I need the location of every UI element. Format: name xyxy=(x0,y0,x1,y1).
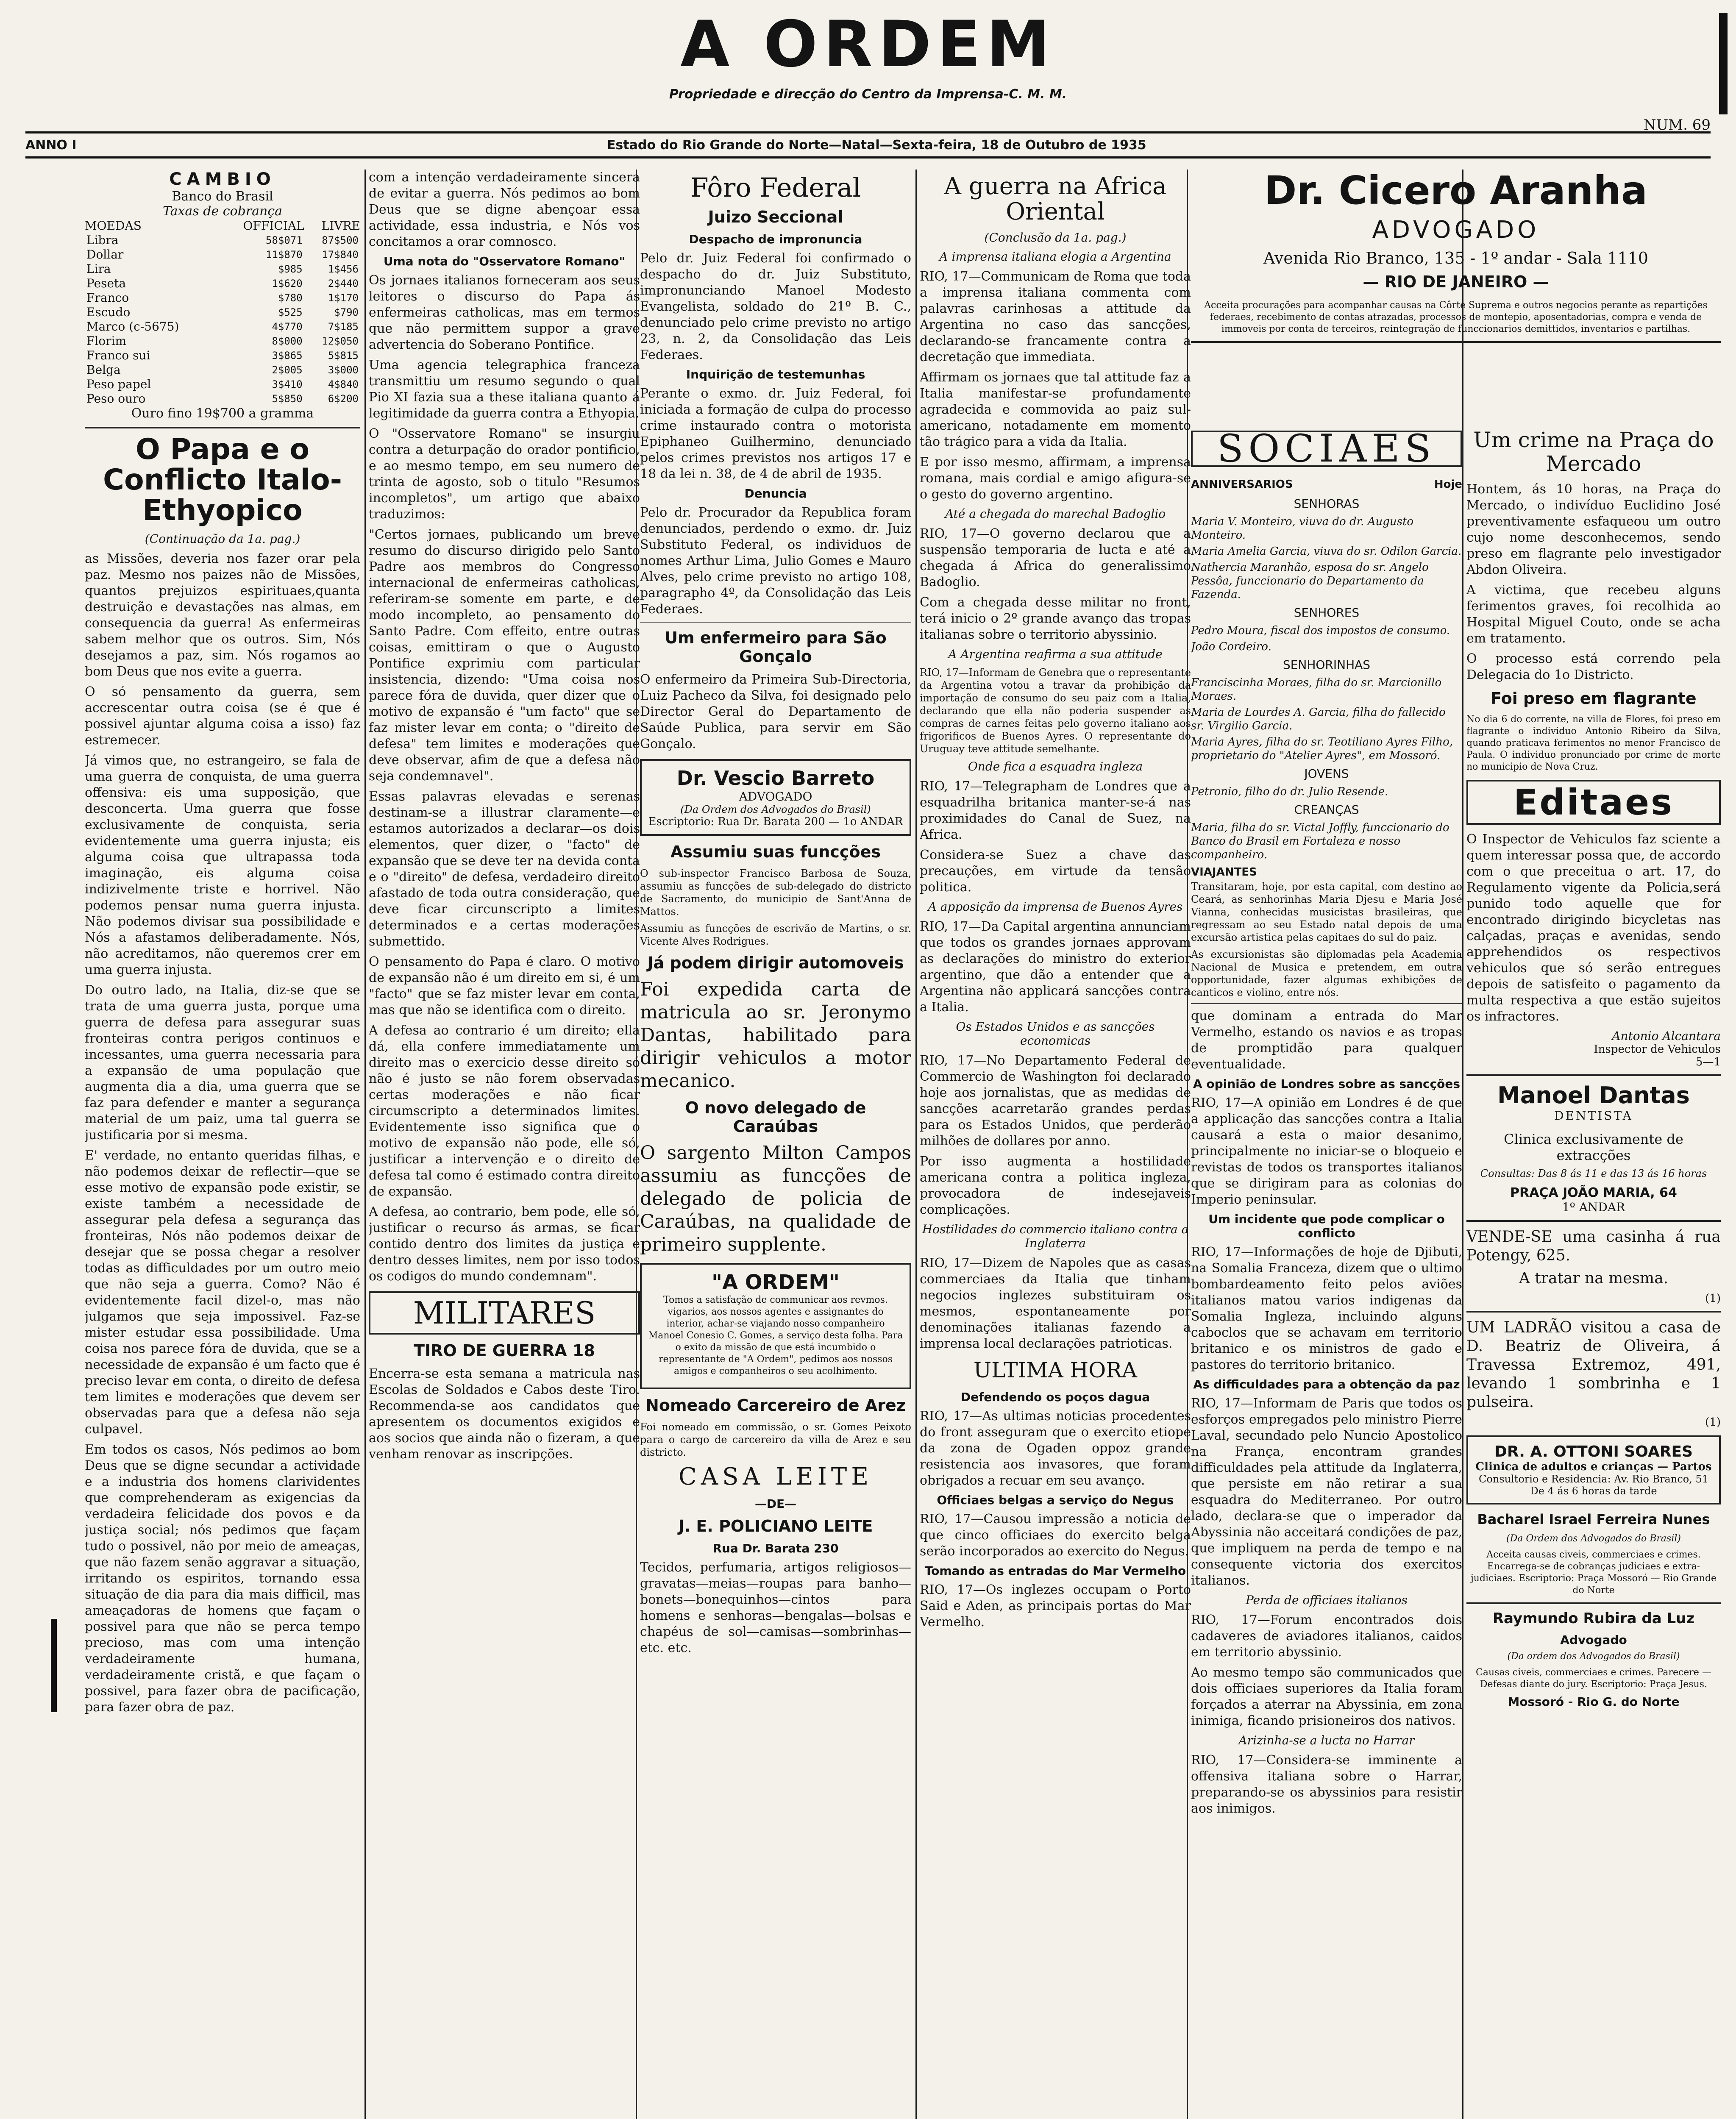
vescio-ordem: (Da Ordem dos Advogados do Brasil) xyxy=(680,804,871,815)
anniv-row xyxy=(1191,474,1462,492)
mar-vermelho-heading: Tomando as entradas do Mar Vermelho xyxy=(924,1564,1186,1578)
preso-text: No dia 6 do corrente, na villa de Flores, foi preso em flagrante o individuo Antonio Ribeiro da Silva, quando praticava ferimentos no menor Francisco de Paula. O individuo pronunciado por crime de morte no municipio de Nova Cruz. xyxy=(1466,714,1721,772)
guerra-p8: Considera-se Suez a chave das precauções, em virtude da tensão politica. xyxy=(920,848,1191,895)
raymundo-prof: Advogado xyxy=(1560,1633,1627,1647)
guerra-sub-6: Os Estados Unidos e as sancções economicas xyxy=(956,1020,1155,1048)
guerra-sub-2: Até a chegada do marechal Badoglio xyxy=(945,507,1166,521)
article-paragraph: A defesa ao contrario é um direito; ella dá, ella confere immediatamente um direito mas o exercicio desse direito só não é justo se não forem observadas certas moderações e não ficar circumscripto a determinados limites. Evidentemente isso significa que o motivo de expansão não pode, elle só, justificar a intervenção e o direito de defesa tal como é estimado contra direito de expansão. xyxy=(369,1023,640,1199)
cambio-official: 2$005 xyxy=(272,364,303,376)
guerra-cont-p7: RIO, 17—Considera-se imminente a offensiva italiana sobre o Harrar, preparando-se os abyssinios para resistir aos inimigos. xyxy=(1191,1753,1462,1816)
tiro-heading: TIRO DE GUERRA 18 xyxy=(414,1341,595,1360)
militares-title: MILITARES xyxy=(413,1295,596,1331)
social-entry: Maria V. Monteiro, viuva do dr. Augusto Monteiro. xyxy=(1191,515,1414,542)
pocos-heading: Defendendo os poços dagua xyxy=(960,1390,1150,1404)
dantas-desc: Clinica exclusivamente de extracções xyxy=(1504,1131,1683,1163)
guerra-p11: Por isso augmenta a hostilidade americana contra a politica ingleza, provocadora de indesejaveis complicações. xyxy=(920,1154,1191,1217)
paz-heading: As difficuldades para a obtenção da paz xyxy=(1193,1377,1460,1391)
cambio-livre: 1$456 xyxy=(328,263,359,275)
senhoras-label: SENHORAS xyxy=(1294,497,1360,511)
guerra-p9: RIO, 17—Da Capital argentina annunciam que todos os grandes jornaes approvam as declarações do ministro do exterior argentino, que dão a entender que a Argentina não applicará sancções contra a Italia. xyxy=(920,919,1191,1015)
israel-ordem: (Da Ordem dos Advogados do Brasil) xyxy=(1506,1533,1681,1544)
anno-label: ANNO I xyxy=(25,137,77,153)
cambio-row xyxy=(85,262,360,276)
article-paragraph: O pensamento do Papa é claro. O motivo de expansão não é um direito em si, é um "facto" que se faz mister levar em conta, mas que não se identifica com o direito. xyxy=(369,954,640,1018)
casa-leite-addr: Rua Dr. Barata 230 xyxy=(712,1541,839,1555)
cambio-official: 1$620 xyxy=(272,278,303,289)
raymundo-services: Causas civeis, commerciaes e crimes. Parecere — Defesas diante do jury. Escriptorio: Praça Jesus. xyxy=(1476,1667,1711,1690)
viajantes-label: VIAJANTES xyxy=(1191,866,1257,879)
cambio-livre: 2$440 xyxy=(328,278,359,289)
denuncia-heading: Denuncia xyxy=(744,487,807,501)
social-entry: João Cordeiro. xyxy=(1191,640,1271,653)
criancas-label: CREANÇAS xyxy=(1294,803,1359,817)
cambio-ouro: Ouro fino 19$700 a gramma xyxy=(131,406,314,421)
cambio-row xyxy=(85,291,360,305)
dantas-ad xyxy=(1466,1082,1721,1214)
crime-p1: Hontem, ás 10 horas, na Praça do Mercado, o indivíduo Euclidino José preventivamente esfaqueou um outro cujo nome desconhecemos, sendo preso em flagrante pelo investigador Abdon Oliveira. xyxy=(1466,482,1721,577)
cambio-currency: Peso papel xyxy=(86,377,151,391)
article-paragraph: Essas palavras elevadas e serenas destinam-se a illustrar claramente—e estamos autorizados a declarar—os dois elementos, quer dizer, o "facto" de expansão que se deve ter na devida conta e o "direito" de defesa, verdadeiro direito afastado de toda outra consideração, que deve ficar circunscripto a limites determinados e a certas moderações submettido. xyxy=(369,789,640,949)
militares-box xyxy=(369,1291,640,1335)
anniv-hoje: Hoje xyxy=(1434,478,1462,491)
cambio-official: 5$850 xyxy=(272,393,303,405)
cambio-header-row xyxy=(85,219,360,233)
casa-leite-owner: J. E. POLICIANO LEITE xyxy=(678,1517,873,1535)
cambio-title: CAMBIO xyxy=(169,170,276,189)
editaes-title: Editaes xyxy=(1513,781,1674,823)
israel-services: Acceita causas civeis, commerciaes e crimes. Encarrega-se de cobranças judiciaes e extra-judiciaes. Escriptorio: Praça Mossoró — Rio Grande do Norte xyxy=(1470,1549,1717,1596)
cambio-row xyxy=(85,363,360,377)
cambio-col-moedas: MOEDAS xyxy=(85,219,142,233)
cambio-currency: Peso ouro xyxy=(86,392,146,406)
vende-text: VENDE-SE uma casinha á rua Potengy, 625. xyxy=(1466,1228,1721,1264)
cambio-row xyxy=(85,348,360,363)
dantas-addr: PRAÇA JOÃO MARIA, 64 xyxy=(1510,1185,1677,1200)
article-paragraph: com a intenção verdadeiramente sincera de evitar a guerra. Nós pedimos ao bom Deus que se digne abençoar essa actividade, essa industria, e Nós vos concitamos a orar comnosco. xyxy=(369,170,640,249)
social-entry: Nathercia Maranhão, esposa do sr. Angelo Pessôa, funccionario do Departamento da Fazenda. xyxy=(1191,561,1429,601)
vende-trato: A tratar na mesma. xyxy=(1519,1270,1669,1287)
column-rule xyxy=(915,170,917,2119)
cambio-livre: 6$200 xyxy=(328,393,359,405)
senhores-label: SENHORES xyxy=(1294,606,1360,620)
cicero-city: — RIO DE JANEIRO — xyxy=(1363,273,1549,291)
guerra-sub-1: A imprensa italiana elogia a Argentina xyxy=(939,250,1171,264)
cambio-official: 58$071 xyxy=(266,234,303,246)
automoveis-heading: Já podem dirigir automoveis xyxy=(647,954,904,972)
cambio-bank: Banco do Brasil xyxy=(172,189,273,204)
ultima-hora-heading: ULTIMA HORA xyxy=(974,1358,1137,1382)
cambio-currency: Franco sui xyxy=(86,348,150,362)
scan-edge-mark xyxy=(1719,13,1728,114)
delegado-text: O sargento Milton Campos assumiu as funcções de delegado de policia de Caraúbas, na qualidade de primeiro supplente. xyxy=(640,1142,911,1255)
israel-name: Bacharel Israel Ferreira Nunes xyxy=(1477,1511,1710,1527)
cambio-livre: 87$500 xyxy=(322,234,359,246)
cambio-row xyxy=(85,305,360,320)
viajantes-text: Transitaram, hoje, por esta capital, com destino ao Ceará, as senhorinhas Maria Djesu e Maria José Vianna, conhecidas musicistas brasileiras, que regressam ao seu Estado natal depois de uma excursão artistica pelas capitaes do sul do paiz. xyxy=(1191,881,1462,943)
papa-article-cont xyxy=(369,170,640,250)
crime-p2: A victima, que recebeu alguns ferimentos graves, foi recolhida ao Hospital Miguel Couto, onde se acha em tratamento. xyxy=(1466,583,1721,646)
casa-leite-title: CASA LEITE xyxy=(678,1463,873,1491)
ordem-box-text: Tomos a satisfação de communicar aos revmos. vigarios, aos nossos agentes e assignantes do interior, achar-se viajando nosso companheiro Manoel Conesio C. Gomes, a serviço desta folha. Para o exito da missão de que está incumbido o representante de "A Ordem", pedimos aos nossos amigos e companheiros o seu acolhimento. xyxy=(648,1295,903,1377)
guerra-cont-p1: que dominam a entrada do Mar Vermelho, estando os navios e as tropas de promptidão para qualquer eventualidade. xyxy=(1191,1009,1462,1072)
ladrao-num: (1) xyxy=(1705,1416,1721,1429)
cambio-currency: Lira xyxy=(86,262,111,276)
enfermeiro-heading: Um enfermeiro para São Gonçalo xyxy=(665,628,887,666)
guerra-sub-7: Hostilidades do commercio italiano contra a Inglaterra xyxy=(922,1222,1189,1250)
inquiricao-heading: Inquirição de testemunhas xyxy=(686,367,865,381)
column-rule xyxy=(364,170,366,2119)
guerra-p10: RIO, 17—No Departamento Federal de Commercio de Washington foi declarado hoje aos jornalistas, que as medidas de sancções acarretarão grandes perdas para os Estados Unidos, que perderão milhões de dollares por anno. xyxy=(920,1053,1191,1148)
cambio-livre: 12$050 xyxy=(322,335,359,347)
cambio-livre: $790 xyxy=(334,306,359,318)
section-rule xyxy=(1466,1074,1721,1076)
anniv-label: ANNIVERSARIOS xyxy=(1191,478,1293,491)
column-5 xyxy=(1191,424,1462,2119)
cambio-currency: Belga xyxy=(86,363,121,377)
guerra-p5: Com a chegada desse militar no front, terá inicio o 2º grande avanço das tropas italianas sobre o territorio abyssinio. xyxy=(920,595,1191,642)
editaes-box xyxy=(1466,780,1721,825)
guerra-p4: RIO, 17—O governo declarou que a suspensão temporaria de lucta e até a chegada á Africa do generalissimo Badoglio. xyxy=(920,526,1191,590)
column-4 xyxy=(920,170,1191,2119)
despacho-heading: Despacho de impronuncia xyxy=(689,232,862,246)
casa-leite-text: Tecidos, perfumaria, artigos religiosos—gravatas—meias—roupas para banho—bonets—bonequinhos—cintos para homens e senhoras—bengalas—bolsas e chapéus de sol—camisas—sombrinhas—etc. etc. xyxy=(640,1560,911,1655)
cambio-official: 3$410 xyxy=(272,378,303,390)
cicero-addr: Avenida Rio Branco, 135 - 1º andar - Sala 1110 xyxy=(1263,249,1648,267)
cambio-official: $985 xyxy=(278,263,303,275)
incidente-heading: Um incidente que pode complicar o conflicto xyxy=(1208,1212,1445,1240)
cambio-currency: Marco (c-5675) xyxy=(86,320,179,334)
dateline-bar xyxy=(25,131,1711,159)
cicero-desc: Acceita procurações para acompanhar causas na Côrte Suprema e outros negocios perante as repartições federaes, recebimento de contas atrazadas, processos de montepio, aposentadorias, compra e venda de immoveis por conta de terceiros, reintegração de funccionarios demittidos, inventarios e partilhas. xyxy=(1204,300,1708,334)
social-entry: Maria de Lourdes A. Garcia, filha do fallecido sr. Virgilio Garcia. xyxy=(1191,706,1446,732)
cambio-livre: 3$000 xyxy=(328,364,359,376)
guerra-cont-p4: RIO, 17—Informam de Paris que todos os esforços empregados pelo ministro Pierre Laval, secundado pelo Nuncio Apostolico na França, encontram grandes difficuldades pela attitude da Inglaterra, que persiste em não retirar a sua esquadra do Mediterraneo. Por outro lado, declara-se que o imperador da Abyssinia não acceitará condições de paz, que impliquem na perda de tempo e na consequente victoria dos exercitos italianos. xyxy=(1191,1396,1462,1588)
section-rule xyxy=(1466,1602,1721,1604)
dantas-name: Manoel Dantas xyxy=(1497,1082,1690,1109)
raymundo-name: Raymundo Rubira da Luz xyxy=(1492,1610,1695,1627)
dateline-text: Estado do Rio Grande do Norte—Natal—Sexta-feira, 18 de Outubro de 1935 xyxy=(606,137,1146,153)
cambio-col-official: OFFICIAL xyxy=(243,219,304,233)
raymundo-ordem: (Da ordem dos Advogados do Brasil) xyxy=(1507,1651,1680,1662)
papa-continuation: (Continuação da 1a. pag.) xyxy=(145,532,300,546)
article-paragraph: Do outro lado, na Italia, diz-se que se trata de uma guerra justa, porque uma guerra de defesa para assegurar suas fronteiras contra perigos continuos e incessantes, uma guerra necessaria para a expansão de uma população que augmenta dia a dia, uma guerra que se faz para defender e manter a segurança material de um paiz, uma tal guerra se justificaria por si mesma. xyxy=(85,983,360,1143)
harrar-heading: Arizinha-se a lucta no Harrar xyxy=(1238,1733,1415,1747)
cambio-row xyxy=(85,247,360,262)
cambio-official: $525 xyxy=(278,306,303,318)
section-rule xyxy=(640,622,911,623)
social-entry: Maria Amelia Garcia, viuva do sr. Odilon Garcia. xyxy=(1191,545,1462,558)
cambio-currency: Libra xyxy=(86,233,119,247)
masthead-title: A ORDEM xyxy=(680,8,1056,81)
guerra-cont-p5: RIO, 17—Forum encontrados dois cadaveres de aviadores italianos, caidos em territorio abyssinio. xyxy=(1191,1613,1462,1660)
column-1 xyxy=(85,170,360,2119)
cicero-ad xyxy=(1191,170,1721,349)
editaes-signed-num: 5—1 xyxy=(1695,1056,1721,1068)
article-paragraph: as Missões, deveria nos fazer orar pela paz. Mesmo nos paizes não de Missões, quantos prejuizos espirituaes,quanta destruição e devastações nas almas, em consequencia da guerra! As enfermeiras sabem melhor que os outros. Sim, Nós desejamos a paz, sim. Nós rogamos ao bom Deus que nos evite a guerra. xyxy=(85,551,360,679)
masthead-owner: Propriedade e direcção do Centro da Imprensa-C. M. M. xyxy=(669,87,1067,102)
editaes-signed-role: Inspector de Vehiculos xyxy=(1594,1043,1721,1056)
scan-edge-mark xyxy=(51,1619,57,1712)
ladrao-text: UM LADRÃO visitou a casa de D. Beatriz de Oliveira, á Travessa Extremoz, 491, levando 1 sombrinha e 1 pulseira. xyxy=(1466,1319,1721,1411)
cicero-name: Dr. Cicero Aranha xyxy=(1264,168,1647,213)
column-6 xyxy=(1466,424,1721,2119)
guerra-cont-p2: RIO, 17—A opinião em Londres é de que a applicação das sancções contra a Italia causará a esta o maior desanimo, principalmente no iniciar-se o bloqueio e revistas de todos os transportes italianos que se dirigiram para as colonias do Imperio peninsular. xyxy=(1191,1096,1462,1207)
guerra-p6: RIO, 17—Informam de Genebra que o representante da Argentina votou a travar da prohibição da importação de consumo do seu paiz com a Italia, declarando que ella não poderia suspender as compras de carnes feitas pelo governo italiano aos frigorificos de Buenos Ayres. O representante do Uruguay teve attitude semelhante. xyxy=(920,667,1191,755)
vende-num: (1) xyxy=(1705,1292,1721,1305)
inquiricao-text: Perante o exmo. dr. Juiz Federal, foi iniciada a formação de culpa do processo crime instaurado contra o motorista Epiphaneo Guilhermino, denunciado pelos crimes previstos nos artigos 17 e 18 da lei n. 38, de 4 de abril de 1935. xyxy=(640,386,911,481)
guerra-continuation: (Conclusão da 1a. pag.) xyxy=(984,231,1127,245)
guerra-p3: E por isso mesmo, affirmam, a imprensa romana, mais cordial e amigo afigura-se o gesto do governo argentino. xyxy=(920,455,1191,502)
article-paragraph: O "Osservatore Romano" se insurgiu contra a deturpação do orador pontificio, e ao mesmo tempo, em seu numero de trinta de agosto, sob o titulo "Resumos incompletos", um artigo que abaixo traduzimos: xyxy=(369,426,640,522)
papa-article xyxy=(85,551,360,1716)
cambio-col-livre: LIVRE xyxy=(321,219,360,233)
guerra-p15: RIO, 17—Os inglezes occupam o Porto Said e Aden, as principais portas do Mar Vermelho. xyxy=(920,1582,1191,1630)
guerra-p12: RIO, 17—Dizem de Napoles que as casas commerciaes da Italia que tinham negocios inglezes substituiram os mesmos, espontaneamente por denominações italianas fazendo a imprensa local declarações patrioticas. xyxy=(920,1256,1191,1351)
assumiu-text-2: Assumiu as funcções de escrivão de Martins, o sr. Vicente Alves Rodrigues. xyxy=(640,923,911,947)
column-3 xyxy=(640,170,911,2119)
cambio-official: 11$870 xyxy=(266,249,303,261)
belgas-heading: Officiaes belgas a serviço do Negus xyxy=(937,1493,1174,1507)
ordem-box-title: "A ORDEM" xyxy=(711,1271,840,1294)
enfermeiro-text: O enfermeiro da Primeira Sub-Directoria, Luiz Pacheco da Silva, foi designado pelo Director Geral do Departamento de Saúde Publica, para servir em São Gonçalo. xyxy=(640,672,911,751)
cambio-currency: Florim xyxy=(86,334,127,348)
article-paragraph: O só pensamento da guerra, sem accrescentar outra coisa (se é que é possivel ajuntar alguma coisa a isso) faz estremecer. xyxy=(85,684,360,748)
dantas-hours: Consultas: Das 8 ás 11 e das 13 ás 16 horas xyxy=(1480,1168,1707,1179)
juizo-heading: Juizo Seccional xyxy=(708,208,843,226)
social-entry: Pedro Moura, fiscal dos impostos de consumo. xyxy=(1191,624,1450,637)
dantas-prof: DENTISTA xyxy=(1554,1109,1633,1123)
social-entry: Maria Ayres, filha do sr. Teotiliano Ayres Filho, proprietario do "Atelier Ayres", em Mossoró. xyxy=(1191,736,1453,762)
cambio-livre: 7$185 xyxy=(328,321,359,333)
vescio-name: Dr. Vescio Barreto xyxy=(676,767,875,790)
guerra-sub-5: A apposição da imprensa de Buenos Ayres xyxy=(928,900,1183,914)
tiro-text: Encerra-se esta semana a matricula nas Escolas de Soldados e Cabos deste Tiro. Recommenda-se aos candidatos que apresentem os documentos exigidos e aos socios que ainda não o fizeram, a que venham renovar as inscripções. xyxy=(369,1366,640,1462)
cambio-official: 8$000 xyxy=(272,335,303,347)
ordem-box xyxy=(640,1263,911,1389)
carcereiro-text: Foi nomeado em commissão, o sr. Gomes Peixoto para o cargo de carcereiro da villa de Arez e seu districto. xyxy=(640,1421,911,1458)
cambio-official: 4$770 xyxy=(272,321,303,333)
sociaes-title: SOCIAES xyxy=(1217,426,1436,471)
guerra-cont-p6: Ao mesmo tempo são communicados que dois officiaes superiores da Italia foram forçados a aterrar na Abyssinia, em zona inimiga, ficando prisioneiros dos nativos. xyxy=(1191,1665,1462,1728)
social-entry: Petronio, filho do dr. Julio Resende. xyxy=(1191,785,1388,798)
cambio-row xyxy=(85,377,360,392)
automoveis-text: Foi expedida carta de matricula ao sr. Jeronymo Dantas, habilitado para dirigir vehiculos a motor mecanico. xyxy=(640,979,911,1092)
cambio-official: $780 xyxy=(278,292,303,304)
cambio-livre: 1$170 xyxy=(328,292,359,304)
cicero-prof: ADVOGADO xyxy=(1372,216,1540,244)
papa-headline: O Papa e o Conflicto Italo-Ethyopico xyxy=(103,433,342,527)
cambio-livre: 5$815 xyxy=(328,350,359,362)
vescio-prof: ADVOGADO xyxy=(739,790,812,804)
sociaes-box xyxy=(1191,426,1462,471)
cambio-row xyxy=(85,392,360,406)
column-rule xyxy=(1462,170,1463,2119)
cambio-livre: 4$840 xyxy=(328,378,359,390)
section-rule xyxy=(85,427,360,428)
denuncia-text: Pelo dr. Procurador da Republica foram denunciados, perdendo o exmo. dr. Juiz Substituto Federal, os individuos de nomes Arthur Lima, Julio Gomes e Mauro Alves, pelo crime previsto no artigo 108, paragrapho 4º, da Consolidação das Leis Federaes. xyxy=(640,505,911,617)
assumiu-heading: Assumiu suas funcções xyxy=(670,843,881,861)
article-paragraph: Em todos os casos, Nós pedimos ao bom Deus que se digne secundar a actividade e a industria dos homens clarividentes que comprehenderam as exigencias da verdadeira felicidade dos povos e da justiça social; nós pedimos que façam tudo o possivel, não por meio de ameaças, que não fazem senão aggravar a situação, irritando os espiritos, tornando essa situação de dia para dia mais difficil, mas ameaçadoras de homens que façam o possivel para que não se perca tempo precioso, mas com uma intenção verdadeiramente humana, verdadeiramente cristã, e que façam o possivel, para fazer obra de pacificação, para fazer obra de paz. xyxy=(85,1442,360,1715)
perda-heading: Perda de officiaes italianos xyxy=(1245,1593,1408,1607)
raymundo-city: Mossoró - Rio G. do Norte xyxy=(1508,1695,1680,1709)
cambio-currency: Escudo xyxy=(86,305,131,319)
article-paragraph: "Certos jornaes, publicando um breve resumo do discurso dirigido pelo Santo Padre aos membros do Congresso internacional de enfermeiras catholicas, referiram-se somente em parte, e de modo incompleto, ao pensamento do Santo Padre. Com effeito, entre outras coisas, emittiram o que o Augusto Pontifice exprimiu com particular insistencia, dizendo: "Uma coisa nos parece fóra de duvida, quer dizer que o motivo de expansão é "um facto" que se faz mister levar em conta; o "direito de defesa" tem limites e moderações que deve observar, afim de que a defesa não seja condemnavel". xyxy=(369,527,640,784)
cambio-row xyxy=(85,320,360,334)
cambio-currency: Peseta xyxy=(86,276,126,290)
article-paragraph: Já vimos que, no estrangeiro, se fala de uma guerra de conquista, de uma guerra offensiva: eis uma supposição, que desconcerta. Uma guerra que fosse exclusivamente de conquista, seria evidentemente uma guerra injusta; eis alguma coisa que ultrapassa toda imaginação, eis alguma coisa indizivelmente triste e horrivel. Não podemos pensar numa guerra injusta. Não podemos divisar sua possibilidade e Nós a afastamos deliberadamente. Nós, não acreditamos, não queremos crer em uma guerra injusta. xyxy=(85,753,360,977)
cambio-row xyxy=(85,334,360,348)
cambio-currency: Dollar xyxy=(86,247,124,261)
section-rule xyxy=(1191,341,1721,343)
carcereiro-heading: Nomeado Carcereiro de Arez xyxy=(645,1396,906,1415)
article-paragraph: A defesa, ao contrario, bem pode, elle só, justificar o recurso ás armas, se ficar contido dentro dos limites da justiça e dentro desses limites, nem por isso todos os codigos do mundo condemnam". xyxy=(369,1204,640,1284)
vescio-ad xyxy=(640,759,911,836)
guerra-p2: Affirmam os jornaes que tal attitude faz a Italia manifestar-se profundamente agradecida e commovida ao paiz sul-americano, notadamente em momento tão trágico para a vida da Italia. xyxy=(920,370,1191,449)
osservatore-heading: Uma nota do "Osservatore Romano" xyxy=(383,254,626,268)
preso-heading: Foi preso em flagrante xyxy=(1491,689,1697,708)
guerra-p14: RIO, 17—Causou impressão a noticia de que cinco officiaes do exercito belga serão incorporados ao exercito do Negus. xyxy=(920,1512,1191,1559)
osservatore-article xyxy=(369,273,640,1285)
article-paragraph: Uma agencia telegraphica franceza transmittiu um resumo segundo o qual Pio XI fazia sua a these italiana quanto á legitimidade da guerra contra a Ethyopia. xyxy=(369,358,640,421)
guerra-p7: RIO, 17—Telegrapham de Londres que a esquadrilha britanica manter-se-á nas proximidades do Canal de Suez, na Africa. xyxy=(920,779,1191,842)
jovens-label: JOVENS xyxy=(1304,767,1349,781)
column-2 xyxy=(369,170,640,2119)
assumiu-text: O sub-inspector Francisco Barbosa de Souza, assumiu as funcções de sub-delegado do districto de Sacramento, do municipio de Sant'Anna de Mattos. xyxy=(640,868,911,918)
cambio-table xyxy=(85,219,360,406)
editaes-signed: Antonio Alcantara xyxy=(1612,1029,1721,1043)
cambio-row xyxy=(85,276,360,291)
section-rule xyxy=(1466,1220,1721,1222)
cambio-official: 3$865 xyxy=(272,350,303,362)
guerra-headline: A guerra na Africa Oriental xyxy=(944,172,1167,225)
cambio-row xyxy=(85,233,360,247)
otoni-name: DR. A. OTTONI SOARES xyxy=(1494,1443,1693,1460)
senhorinhas-label: SENHORINHAS xyxy=(1283,658,1371,672)
cambio-currency: Franco xyxy=(86,291,129,305)
delegado-heading: O novo delegado de Caraúbas xyxy=(685,1098,866,1136)
section-rule xyxy=(1191,1003,1462,1004)
vescio-addr: Escriptorio: Rua Dr. Barata 200 — 1o ANDAR xyxy=(648,815,903,828)
article-paragraph: Os jornaes italianos forneceram aos seus leitores o discurso do Papa ás enfermeiras catholicas, mas em termos que não permittem suppor a grave advertencia do Soberano Pontifice. xyxy=(369,273,640,352)
social-entry: Maria, filha do sr. Victal Joffly, funccionario do Banco do Brasil em Fortaleza e nosso companheiro. xyxy=(1191,821,1449,861)
crime-p3: O processo está correndo pela Delegacia do 1o Districto. xyxy=(1466,651,1721,682)
otoni-desc: Clinica de adultos e crianças — Partos xyxy=(1475,1460,1712,1473)
londres-heading: A opinião de Londres sobre as sancções xyxy=(1193,1077,1461,1091)
section-rule xyxy=(1466,1311,1721,1313)
guerra-p1: RIO, 17—Communicam de Roma que toda a imprensa italiana commenta com palavras carinhosas a attitude da Argentina no caso das sancções, declarando-se francamente contra a decretação que immediata. xyxy=(920,269,1191,364)
cambio-subtitle: Taxas de cobrança xyxy=(162,204,283,219)
guerra-cont-p3: RIO, 17—Informações de hoje de Djibuti, na Somalia Franceza, dizem que o ultimo bombardeamento feito pelos aviões italianos matou varios indigenas da Somalia Ingleza, incluindo alguns caboclos que se achavam em territorio britanico e os ministros de gado e pastores do territorio britanico. xyxy=(1191,1245,1462,1372)
guerra-sub-4: Onde fica a esquadra ingleza xyxy=(968,759,1143,773)
viajantes-text-2: As excursionistas são diplomadas pela Academia Nacional de Musica e pretendem, em outra opportunidade, fazer algumas exhibições de canticos e violino, entre nós. xyxy=(1191,948,1462,998)
dantas-floor: 1º ANDAR xyxy=(1562,1200,1625,1214)
despacho-text: Pelo dr. Juiz Federal foi confirmado o despacho do dr. Juiz Substituto, impronunciando Manoel Modesto Evangelista, soldado do 21º B. C., denunciado pelo crime previsto no artigo 23, n. 2, da Consolidação das Leis Federaes. xyxy=(640,251,911,362)
casa-leite-de: —DE— xyxy=(754,1497,797,1511)
foro-headline: Fôro Federal xyxy=(690,172,861,203)
editaes-text: O Inspector de Vehiculos faz sciente a quem interessar possa que, de accordo com o que preceitua o art. 17, do Regulamento vigente da Policia,será punido todo aquelle que for encontrado dirigindo bicycletas nas calçadas, praças e avenidas, sendo apprehendidos os respectivos vehiculos que só serão entregues depois de satisfeito o pagamento da multa respectiva a que estão sujeitos os infractores. xyxy=(1466,832,1721,1024)
social-entry: Franciscinha Moraes, filha do sr. Marcionillo Moraes. xyxy=(1191,676,1442,703)
cambio-livre: 17$840 xyxy=(322,249,359,261)
issue-number: NUM. 69 xyxy=(1643,117,1711,133)
guerra-p13: RIO, 17—As ultimas noticias procedentes do front asseguram que o exercito etiope da zona de Ogaden oppoz grande resistencia aos invasores, que foram obrigados a recuar em seu avanço. xyxy=(920,1409,1191,1488)
guerra-sub-3: A Argentina reafirma a sua attitude xyxy=(948,647,1163,661)
otoni-ad xyxy=(1466,1435,1721,1504)
article-paragraph: E' verdade, no entanto queridas filhas, e não podemos deixar de reflectir—que se esse motivo de expansão pode existir, se existe também a necessidade de assegurar pela defesa a segurança das fronteiras, Nós não podemos deixar de desejar que se possa chegar a resolver todas as difficuldades por um outro meio que não seja a guerra. Como? Não é evidentemente facil dizel-o, mas não julgamos que seja impossivel. Faz-se mister estudar essa possibilidade. Uma coisa nos parece fóra de duvida, que se a necessidade de expansão é um facto que é preciso levar em conta, o direito de defesa tem limites e moderações que devem ser observadas para que a defesa não seja culpavel. xyxy=(85,1148,360,1437)
crime-headline: Um crime na Praça do Mercado xyxy=(1473,428,1714,476)
otoni-addr: Consultorio e Residencia: Av. Rio Branco, 51 De 4 ás 6 horas da tarde xyxy=(1478,1473,1708,1497)
